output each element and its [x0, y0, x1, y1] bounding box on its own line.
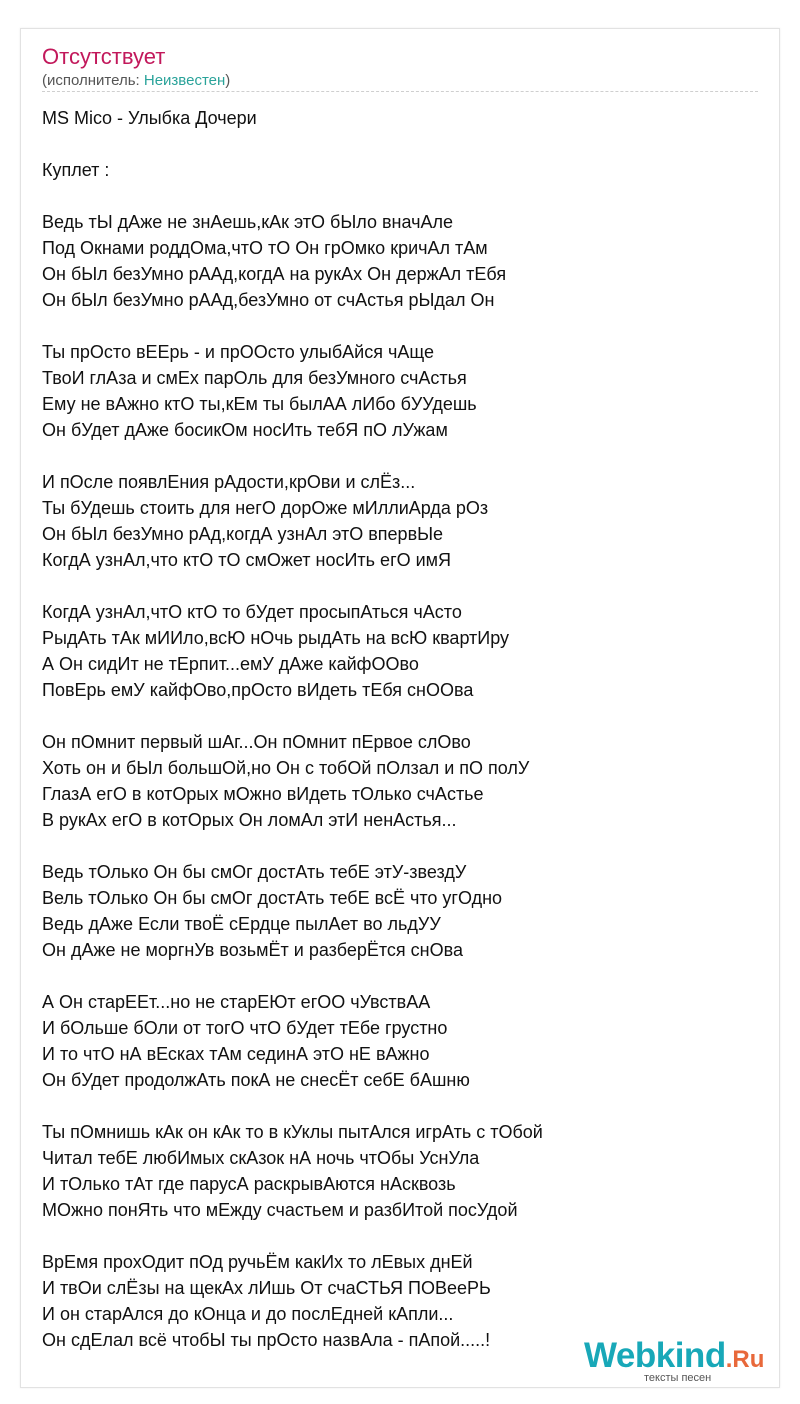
lyric-line: И твОи слЁзы на щекАх лИшь От счаСТЬЯ ПОВееРЬ	[42, 1278, 491, 1298]
lyric-line: Он бУдет дАже босикОм носИть тебЯ пО лУжам	[42, 420, 448, 440]
lyrics-stanza	[42, 1119, 758, 1223]
lyric-line: И пОсле появлЕния рАдости,крОви и слЁз...	[42, 472, 416, 492]
lyric-line: ПовЕрь емУ кайфОво,прОсто вИдеть тЕбя снООва	[42, 680, 474, 700]
lyric-line: Ты бУдешь стоить для негО дорОже мИллиАрда рОз	[42, 498, 489, 518]
lyric-line: Он дАже не моргнУв возьмЁт и разберЁтся снОва	[42, 940, 463, 960]
song-header	[42, 44, 758, 91]
header-divider	[42, 91, 758, 92]
lyric-line: КогдА узнАл,чтО ктО то бУдет просыпАться чАсто	[42, 602, 462, 622]
lyric-line: Ведь тОлько Он бы смОг достАть тебЕ этУ-звездУ	[42, 862, 467, 882]
lyric-line: ВрЕмя прохОдит пОд ручьЁм какИх то лЕвых днЕй	[42, 1252, 473, 1272]
lyric-line: А Он сидИт не тЕрпит...емУ дАже кайфООво	[42, 654, 419, 674]
lyric-line: И он старАлся до кОнца и до послЕдней кАпли...	[42, 1304, 454, 1324]
section-label: Куплет :	[42, 160, 110, 180]
lyric-line: Вель тОлько Он бы смОг достАть тебЕ всЁ что угОдно	[42, 888, 503, 908]
lyric-line: Он сдЕлал всё чтобЫ ты прОсто назвАла - пАпой.....!	[42, 1330, 491, 1350]
page-title: Отсутствует	[42, 44, 166, 69]
lyric-line: Он бЫл безУмно рААд,когдА на рукАх Он держАл тЕбя	[42, 264, 507, 284]
performer-line	[42, 71, 758, 91]
performer-prefix: (исполнитель:	[42, 72, 144, 89]
lyrics-stanza	[42, 209, 758, 313]
lyrics-body	[42, 209, 758, 1379]
lyric-line: МОжно понЯть что мЕжду счастьем и разбИтой посУдой	[42, 1200, 518, 1220]
lyric-line: РыдАть тАк мИИло,всЮ нОчь рыдАть на всЮ квартИру	[42, 628, 510, 648]
logo-tld: .Ru	[725, 1346, 765, 1373]
logo-brand-text: Webkind	[584, 1336, 726, 1375]
lyrics-stanza	[42, 989, 758, 1093]
lyric-line: ГлазА егО в котОрых мОжно вИдеть тОлько счАстье	[42, 784, 484, 804]
lyric-line: ТвоИ глАза и смЕх парОль для безУмного счАстья	[42, 368, 467, 388]
lyric-line: Он пОмнит первый шАг...Он пОмнит пЕрвое слОво	[42, 732, 471, 752]
song-title: MS Mico - Улыбка Дочери	[42, 108, 257, 128]
lyric-line: Ему не вАжно ктО ты,кЕм ты былАА лИбо бУУдешь	[42, 394, 477, 414]
lyrics-stanza	[42, 469, 758, 573]
lyric-line: Под Окнами роддОма,чтО тО Он грОмко кричАл тАм	[42, 238, 488, 258]
lyric-line: И то чтО нА вЕсках тАм сединА этО нЕ вАжно	[42, 1044, 430, 1064]
lyric-line: Он бУдет продолжАть покА не снесЁт себЕ бАшню	[42, 1070, 470, 1090]
performer-suffix: )	[225, 72, 231, 89]
lyrics-stanza	[42, 859, 758, 963]
lyric-line: Читал тебЕ любИмых скАзок нА ночь чтОбы УснУла	[42, 1148, 480, 1168]
webkind-logo[interactable]	[584, 1336, 784, 1386]
lyric-line: Он бЫл безУмно рАд,когдА узнАл этО впервЫе	[42, 524, 444, 544]
lyrics-stanza	[42, 599, 758, 703]
lyrics-stanza	[42, 729, 758, 833]
lyric-line: Он бЫл безУмно рААд,безУмно от счАстья рЫдал Он	[42, 290, 495, 310]
lyric-line: Хоть он и бЫл большОй,но Он с тобОй пОлзал и пО полУ	[42, 758, 530, 778]
performer-link[interactable]: Неизвестен	[143, 72, 226, 89]
lyric-line: Ведь дАже Если твоЁ сЕрдце пылАет во льдУУ	[42, 914, 441, 934]
lyric-line: Ты прОсто вЕЕрь - и прООсто улыбАйся чАще	[42, 342, 434, 362]
lyric-line: КогдА узнАл,что ктО тО смОжет носИть егО имЯ	[42, 550, 452, 570]
lyric-line: В рукАх егО в котОрых Он ломАл этИ ненАстья...	[42, 810, 457, 830]
lyric-line: А Он старЕЕт...но не старЕЮт егОО чУвствАА	[42, 992, 431, 1012]
lyrics-stanza	[42, 339, 758, 443]
lyric-line: И бОльше бОли от тогО чтО бУдет тЕбе грустно	[42, 1018, 448, 1038]
lyric-line: Ты пОмнишь кАк он кАк то в кУклы пытАлся игрАть с тОбой	[42, 1122, 543, 1142]
lyric-line: Ведь тЫ дАже не знАешь,кАк этО бЫло вначАле	[42, 212, 453, 232]
logo-tagline: тексты песен	[644, 1372, 712, 1384]
lyric-line: И тОлько тАт где парусА раскрывАются нАсквозь	[42, 1174, 456, 1194]
